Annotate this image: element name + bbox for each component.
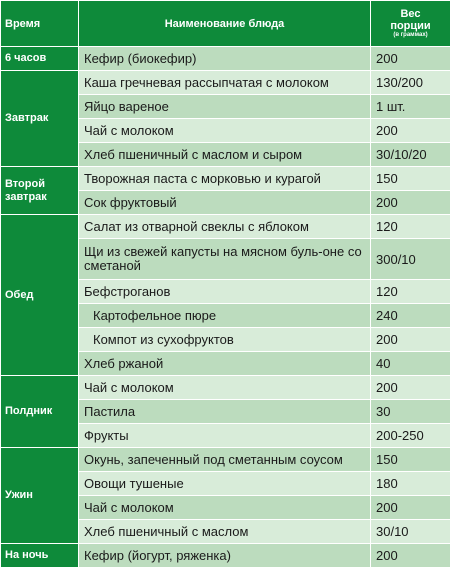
meal-name: Обед [1, 215, 79, 376]
header-row [1, 1, 450, 47]
weight-cell: 120 [371, 280, 450, 304]
dish-cell: Салат из отварной свеклы с яблоком [79, 215, 371, 239]
header-weight-line3: (в граммах) [393, 32, 428, 38]
dish-cell: Чай с молоком [79, 119, 371, 143]
dish-cell: Кефир (йогурт, ряженка) [79, 544, 371, 568]
weight-cell: 200 [371, 544, 450, 568]
dish-cell: Каша гречневая рассыпчатая с молоком [79, 71, 371, 95]
dish-cell: Чай с молоком [79, 376, 371, 400]
meal-name: Полдник [1, 376, 79, 448]
dish-cell: Сок фруктовый [79, 191, 371, 215]
dish-cell: Щи из свежей капусты на мясном буль-оне со сметаной [79, 239, 371, 280]
dish-cell: Картофельное пюре [79, 304, 371, 328]
meal-name: Ужин [1, 448, 79, 544]
weight-cell: 200 [371, 119, 450, 143]
weight-cell: 130/200 [371, 71, 450, 95]
meal-name: Второй завтрак [1, 167, 79, 215]
dish-cell: Овощи тушеные [79, 472, 371, 496]
weight-cell: 180 [371, 472, 450, 496]
table-row [1, 215, 450, 239]
header-dish: Наименование блюда [79, 1, 371, 47]
dish-cell: Хлеб ржаной [79, 352, 371, 376]
weight-cell: 200-250 [371, 424, 450, 448]
dish-cell: Кефир (биокефир) [79, 47, 371, 71]
header-time: Время [1, 1, 79, 47]
dish-cell: Пастила [79, 400, 371, 424]
weight-cell: 120 [371, 215, 450, 239]
weight-cell: 200 [371, 376, 450, 400]
weight-cell: 40 [371, 352, 450, 376]
weight-cell: 300/10 [371, 239, 450, 280]
weight-cell: 1 шт. [371, 95, 450, 119]
dish-cell: Фрукты [79, 424, 371, 448]
weight-cell: 150 [371, 448, 450, 472]
meal-name: Завтрак [1, 71, 79, 167]
meal-name: 6 часов [1, 47, 79, 71]
dish-cell: Бефстроганов [79, 280, 371, 304]
table-row [1, 167, 450, 191]
table-row [1, 544, 450, 568]
dish-cell: Компот из сухофруктов [79, 328, 371, 352]
weight-cell: 200 [371, 328, 450, 352]
weight-cell: 30 [371, 400, 450, 424]
weight-cell: 200 [371, 191, 450, 215]
weight-cell: 200 [371, 496, 450, 520]
table-row [1, 71, 450, 95]
weight-cell: 30/10 [371, 520, 450, 544]
dish-cell: Чай с молоком [79, 496, 371, 520]
table-row [1, 376, 450, 400]
header-weight [371, 1, 450, 47]
table-row [1, 448, 450, 472]
weight-cell: 200 [371, 47, 450, 71]
header-weight-line2: порции [390, 20, 431, 32]
weight-cell: 30/10/20 [371, 143, 450, 167]
dish-cell: Творожная паста с морковью и курагой [79, 167, 371, 191]
weight-cell: 150 [371, 167, 450, 191]
meal-name: На ночь [1, 544, 79, 568]
header-weight-line1: Вес [400, 8, 421, 20]
dish-cell: Хлеб пшеничный с маслом [79, 520, 371, 544]
dish-cell: Яйцо вареное [79, 95, 371, 119]
dish-cell: Хлеб пшеничный с маслом и сыром [79, 143, 371, 167]
weight-cell: 240 [371, 304, 450, 328]
dish-cell: Окунь, запеченный под сметанным соусом [79, 448, 371, 472]
table-row [1, 47, 450, 71]
